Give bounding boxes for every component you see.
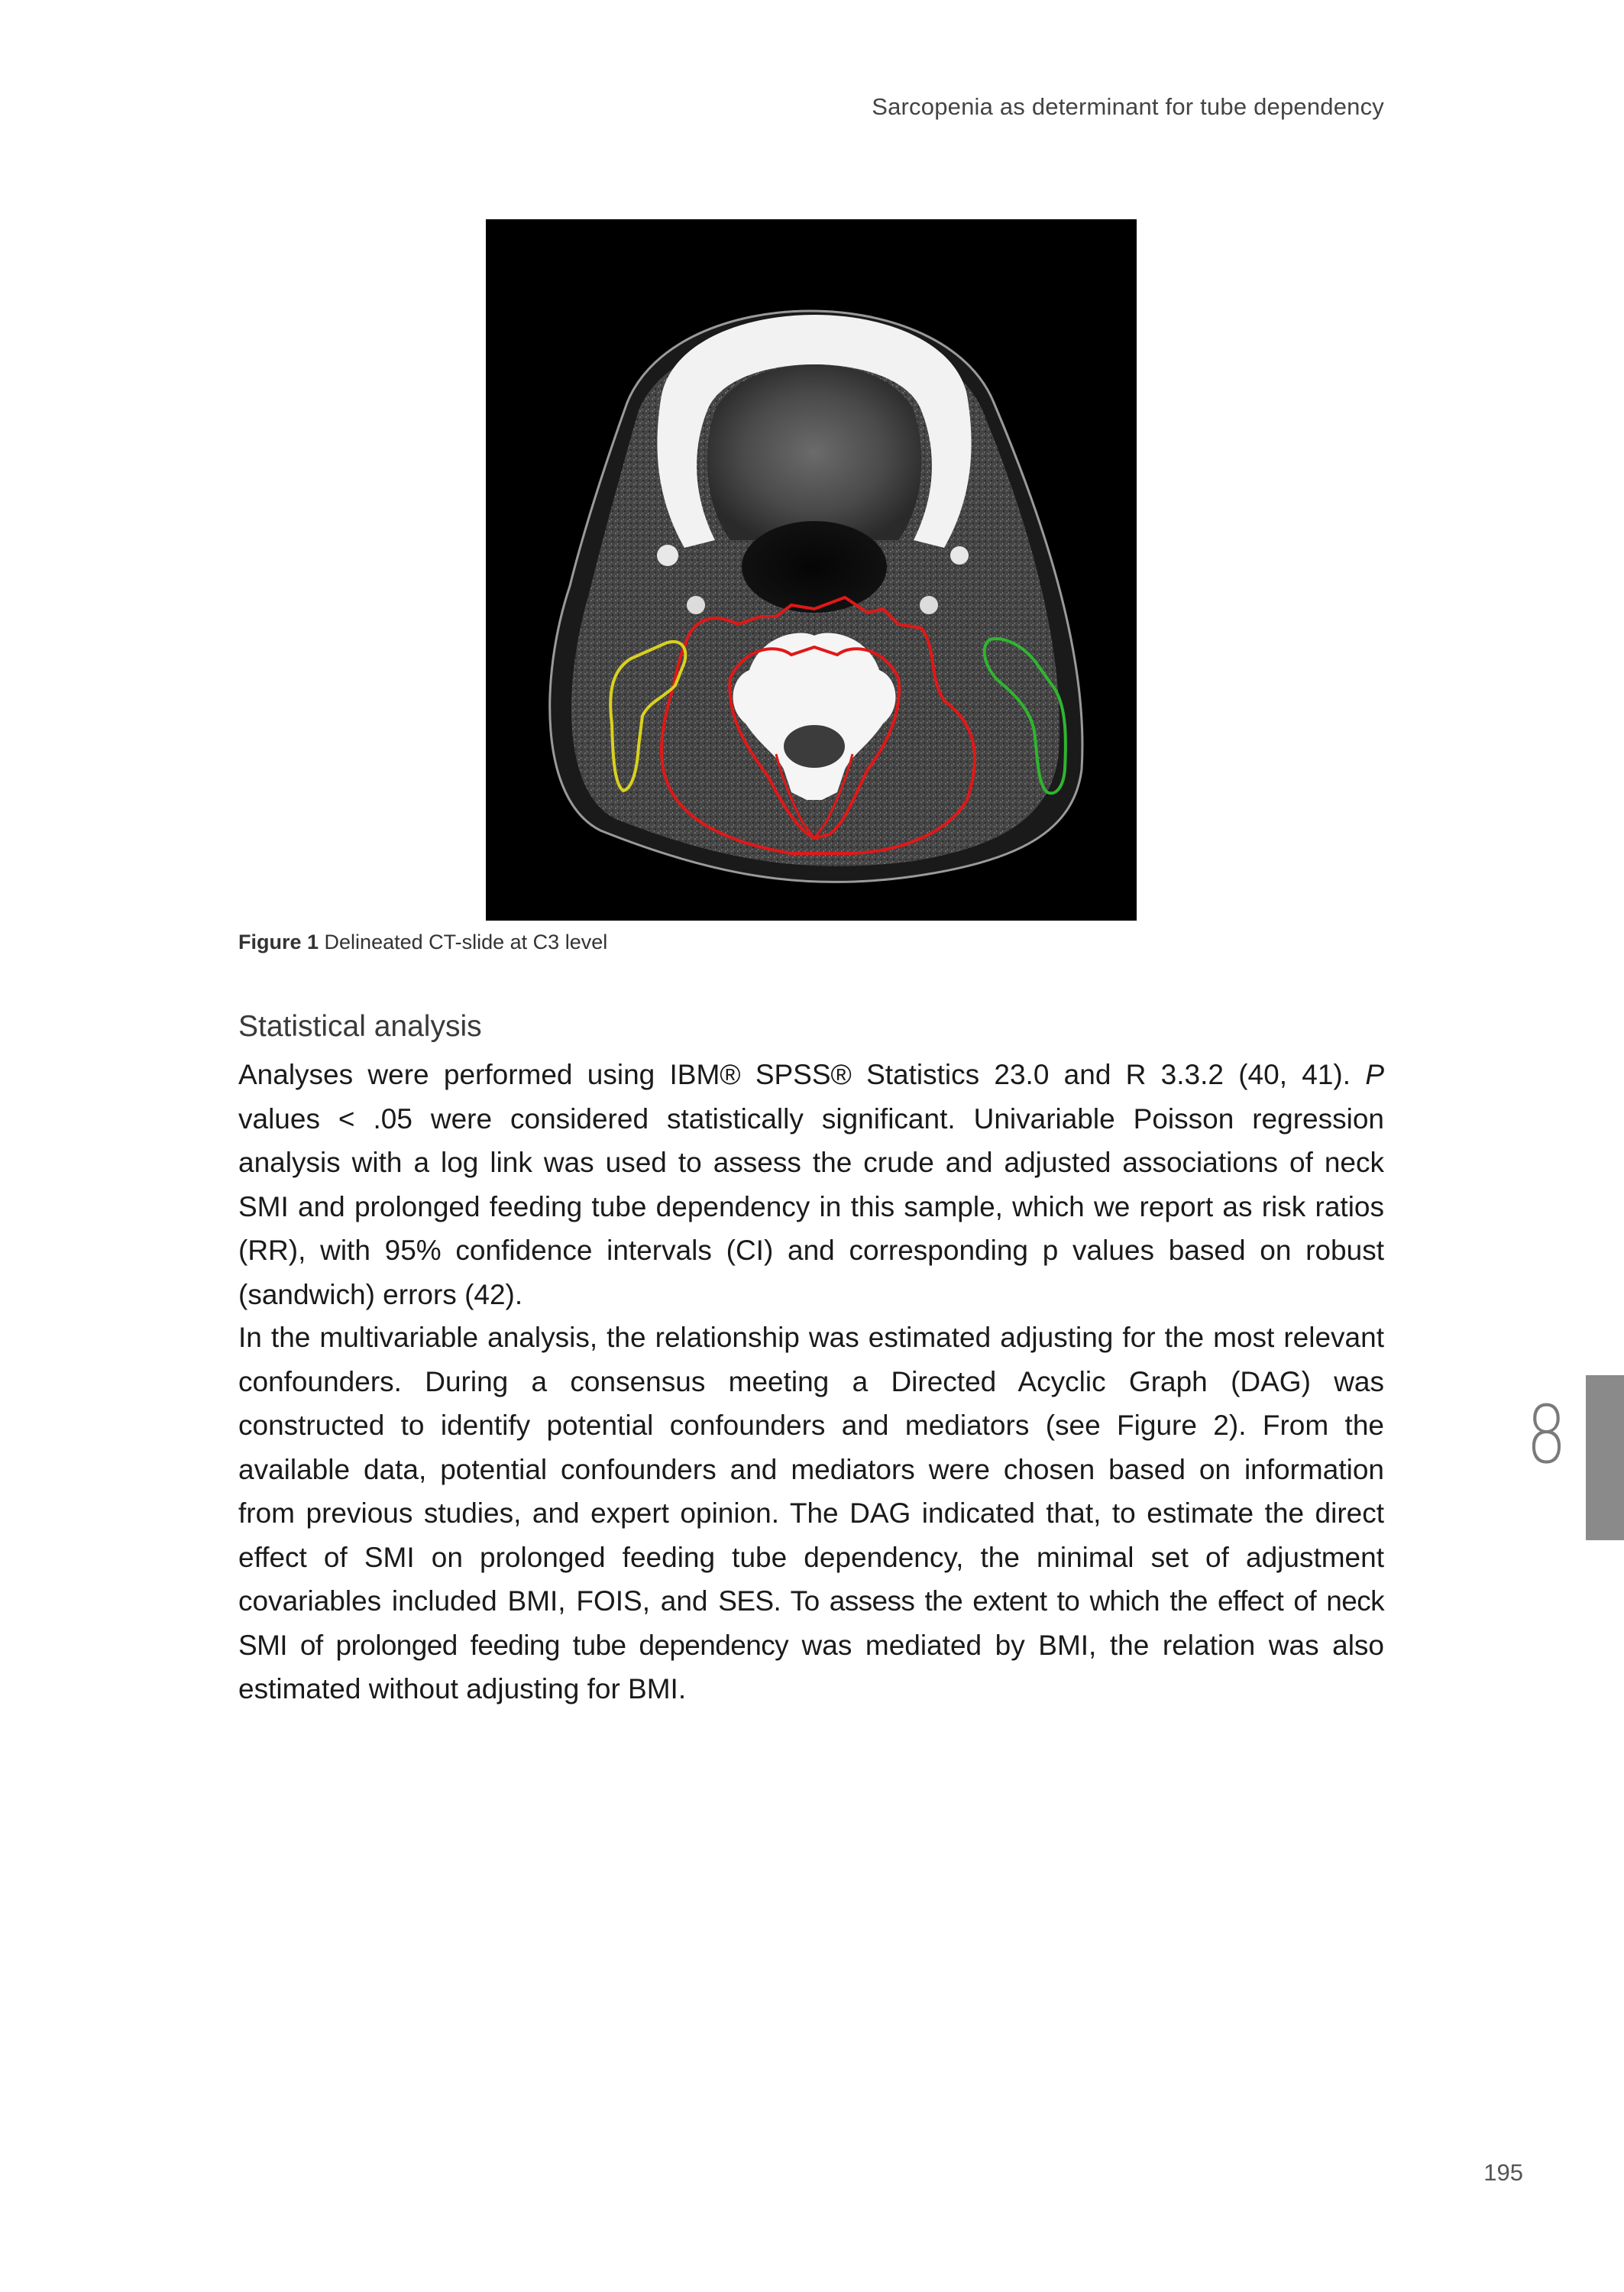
- running-header: Sarcopenia as determinant for tube dependency: [872, 93, 1384, 120]
- italic-p: P: [1365, 1059, 1384, 1090]
- paragraph-2: [238, 1316, 1384, 1711]
- paragraph-1-part2: values < .05 were considered statistically significant. Univariable Poisson regression analysis with a log link was used to assess the crude and adjusted associations of neck SMI and prolonged feeding tube dependency in this sample, which we report as risk ratios (RR), with 95% confidence intervals (CI) and corresponding p values based on robust (sandwich) errors (42).: [238, 1102, 1384, 1310]
- paragraph-2-end: was mediated by BMI, the relation was also estimated without adjusting for BMI.: [238, 1629, 1384, 1704]
- paragraph-1: [238, 1053, 1384, 1316]
- figure-label: Figure 1: [238, 931, 319, 953]
- tongue-region: [707, 364, 922, 540]
- paragraph-2-tight: SES. To assess the extent to which the effect of neck SMI of prolonged feeding tube dependency: [238, 1585, 1384, 1661]
- ct-slice-figure: [486, 219, 1137, 921]
- chapter-number: 8: [1526, 1388, 1567, 1481]
- paragraph-1-part1: Analyses were performed using IBM® SPSS® Statistics 23.0 and R 3.3.2 (40, 41).: [238, 1059, 1366, 1090]
- figure-caption: [238, 931, 607, 954]
- airway: [742, 521, 887, 613]
- section-heading: Statistical analysis: [238, 1010, 482, 1043]
- paragraph-2-main: In the multivariable analysis, the relationship was estimated adjusting for the most relevant confounders. During a consensus meeting a Directed Acyclic Graph (DAG) was constructed to identify potential confounders and mediators (see Figure 2). From the available data, potential confounders and mediators were chosen based on information from previous studies, and expert opinion. The DAG indicated that, to estimate the direct effect of SMI on prolonged feeding tube dependency, the minimal set of adjustment covariables included BMI, FOIS, and: [238, 1322, 1384, 1617]
- figure-caption-text: Delineated CT-slide at C3 level: [324, 931, 608, 953]
- chapter-tab: [1586, 1375, 1624, 1540]
- page-number: 195: [1483, 2159, 1523, 2186]
